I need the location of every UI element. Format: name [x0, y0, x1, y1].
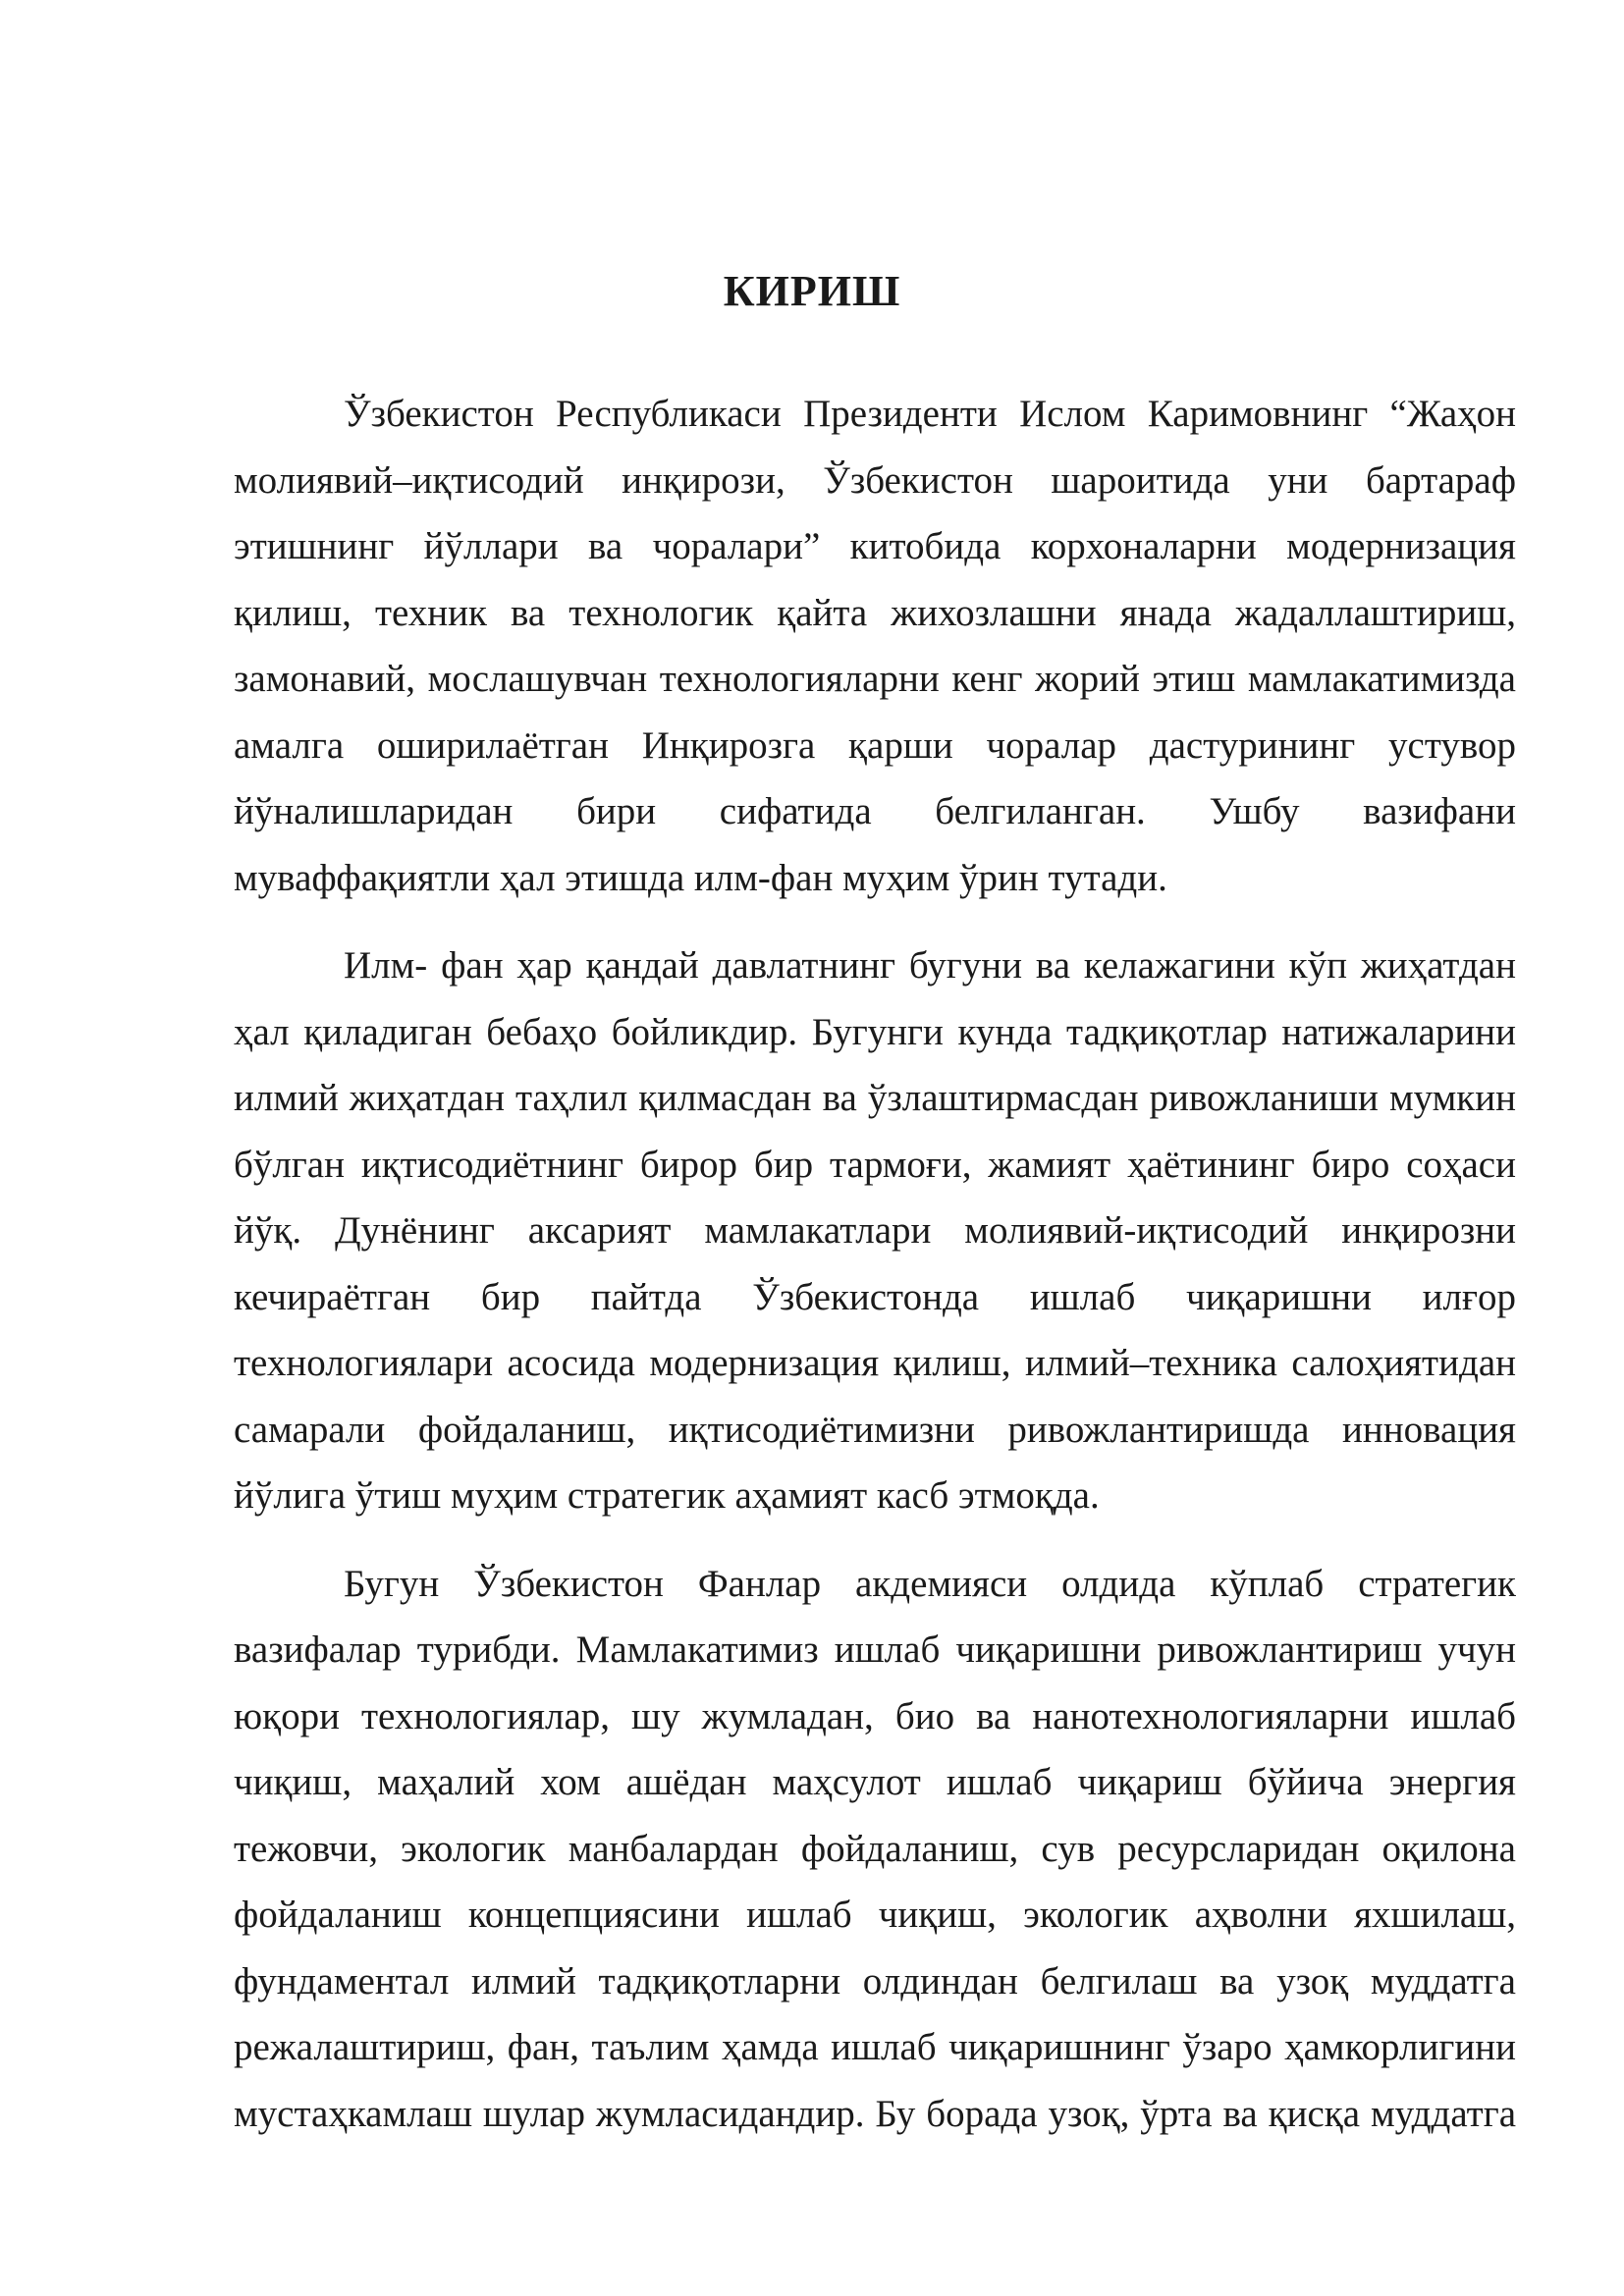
paragraph-line: амалга оширилаётган Инқирозга қарши чоралар дастурининг устувор — [234, 723, 1516, 767]
paragraph-line: йўлига ўтиш муҳим стратегик аҳамият касб этмоқда. — [234, 1474, 1100, 1517]
paragraph-line: йўналишларидан бири сифатида белгиланган. Ушбу вазифани — [234, 790, 1516, 832]
paragraph-line: Илм- фан ҳар қандай давлатнинг бугуни ва келажагини кўп жиҳатдан — [344, 944, 1516, 987]
paragraph-line: мустаҳкамлаш шулар жумласидандир. Бу борада узоқ, ўрта ва қисқа муддатга — [234, 2092, 1516, 2135]
paragraph-1 — [234, 381, 1516, 911]
paragraph-line: қилиш, техник ва технологик қайта жихозлашни янада жадаллаштириш, — [234, 591, 1516, 634]
paragraph-line: илмий жиҳатдан таҳлил қилмасдан ва ўзлаштирмасдан ривожланиши мумкин — [234, 1077, 1516, 1119]
paragraph-line: вазифалар турибди. Мамлакатимиз ишлаб чиқаришни ривожлантириш учун — [234, 1629, 1516, 1671]
paragraph-line: тежовчи, экологик манбалардан фойдаланиш, сув ресурсларидан оқилона — [234, 1827, 1516, 1870]
paragraph-line: Бугун Ўзбекистон Фанлар акдемияси олдида кўплаб стратегик — [344, 1562, 1516, 1605]
paragraph-line: бўлган иқтисодиётнинг бирор бир тармоғи, жамият ҳаётининг биро соҳаси — [234, 1143, 1516, 1186]
paragraph-line: самарали фойдаланиш, иқтисодиётимизни ривожлантиришда инновация — [234, 1408, 1516, 1451]
paragraph-line: ҳал қиладиган бебаҳо бойликдир. Бугунги кунда тадқиқотлар натижаларини — [234, 1010, 1516, 1053]
paragraph-2 — [234, 933, 1516, 1529]
paragraph-line: юқори технологиялар, шу жумладан, био ва нанотехнологияларни ишлаб — [234, 1694, 1516, 1737]
paragraph-line: йўқ. Дунёнинг аксарият мамлакатлари молиявий-иқтисодий инқирозни — [234, 1209, 1516, 1252]
paragraph-line: муваффақиятли ҳал этишда илм-фан муҳим ўрин тутади. — [234, 856, 1167, 899]
paragraph-3 — [234, 1551, 1516, 2148]
document-body — [234, 381, 1516, 2147]
paragraph-line: фундаментал илмий тадқиқотларни олдиндан белгилаш ва узоқ муддатга — [234, 1959, 1516, 2002]
paragraph-line: технологиялари асосида модернизация қилиш, илмий–техника салоҳиятидан — [234, 1342, 1516, 1384]
paragraph-line: этишнинг йўллари ва чоралари” китобида корхоналарни модернизация — [234, 525, 1516, 567]
paragraph-line: кечираётган бир пайтда Ўзбекистонда ишлаб чиқаришни илғор — [234, 1275, 1516, 1318]
page-title: КИРИШ — [723, 267, 901, 316]
paragraph-line: Ўзбекистон Республикаси Президенти Ислом Каримовнинг “Жаҳон — [344, 393, 1516, 435]
paragraph-line: замонавий, мослашувчан технологияларни кенг жорий этиш мамлакатимизда — [234, 658, 1516, 700]
paragraph-line: чиқиш, маҳалий хом ашёдан маҳсулот ишлаб чиқариш бўйича энергия — [234, 1761, 1516, 1803]
paragraph-line: молиявий–иқтисодий инқирози, Ўзбекистон шароитида уни бартараф — [234, 458, 1516, 502]
paragraph-line: фойдаланиш концепциясини ишлаб чиқиш, экологик аҳволни яхшилаш, — [234, 1894, 1516, 1936]
paragraph-line: режалаштириш, фан, таълим ҳамда ишлаб чиқаришнинг ўзаро ҳамкорлигини — [234, 2026, 1516, 2068]
